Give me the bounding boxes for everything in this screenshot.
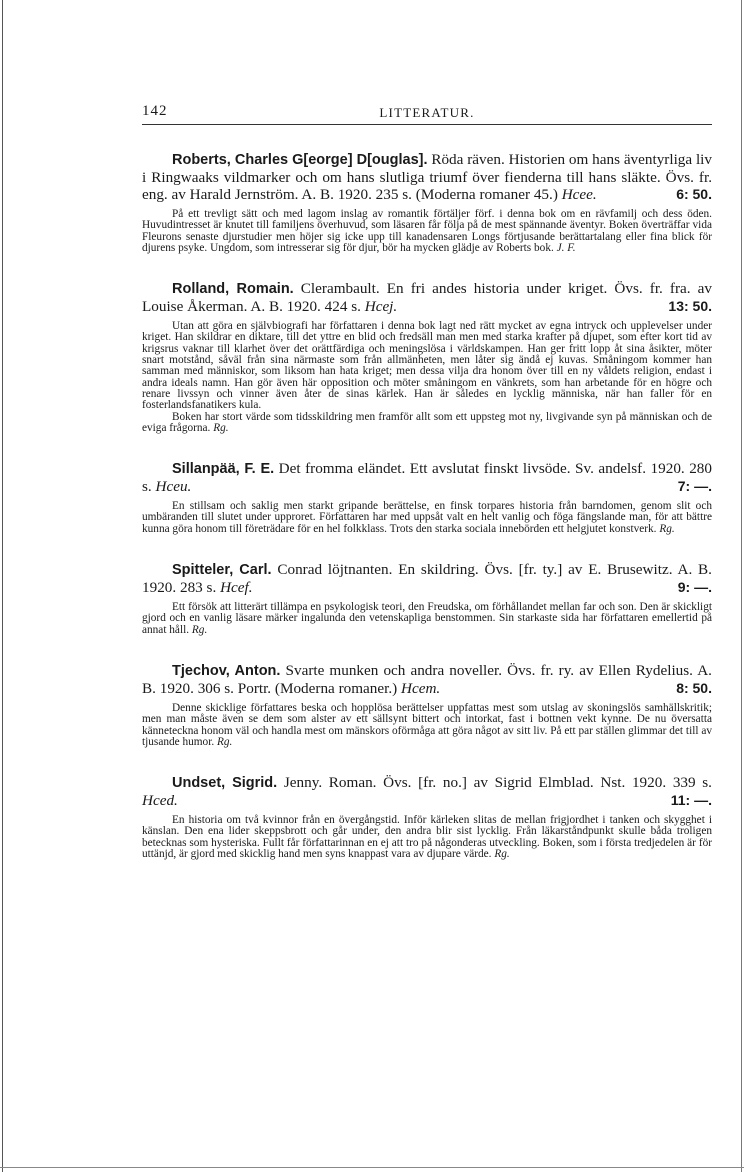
- entry-heading: [142, 561, 712, 596]
- entry-undset: [142, 774, 712, 860]
- reviewer-signature: Rg.: [217, 735, 233, 748]
- review-paragraph: [142, 602, 712, 636]
- review-paragraph: [142, 321, 712, 411]
- entry-description: Conrad löjtnanten. En skildring. Övs. [fr. ty.] av E. Brusewitz. A. B. 1920. 283 s.: [142, 561, 712, 597]
- price: 8: 50.: [676, 679, 712, 696]
- scan-border-bottom: [0, 1167, 744, 1168]
- publisher-abbr: Hcej.: [364, 298, 398, 316]
- entry-description: Det fromma eländet. Ett avslutat finskt livsöde. Sv. andelsf. 1920. 280 s.: [142, 460, 712, 496]
- author-name: Undset, Sigrid.: [172, 775, 278, 792]
- running-title: LITTERATUR.: [379, 105, 475, 120]
- entry-spitteler: [142, 561, 712, 636]
- reviewer-signature: Rg.: [494, 848, 510, 861]
- entry-description: Jenny. Roman. Övs. [fr. no.] av Sigrid Elmblad. Nst. 1920. 339 s.: [277, 774, 712, 792]
- publisher-abbr: Hcem.: [401, 679, 441, 697]
- entry-description: Röda räven. Historien om hans äventyrliga liv i Ringwaaks vildmarker och om hans slutliga triumf över fienderna till hans släkte. Övs. fr. eng. av Harald Jernström. A. B. 1920. 235 s. (Moderna romaner 45.): [142, 151, 712, 203]
- reviewer-signature: Rg.: [213, 421, 229, 434]
- review-text: På ett trevligt sätt och med lagom inslag av romantik förtäljer förf. i denna bok om en rävfamilj och dess öden. Huvudintresset är knutet till familjens överhuvud, som läsaren får följa på de mest spännande äventyr. Boken överträffar vida Fleurons senaste djurstudier men höjer sig icke upp till kanadensaren Longs förtjusande berättartalang eller fina blick för djurens psyke. Ungdom, som intresserar sig för djur, bör ha mycken glädje av Roberts bok.: [142, 208, 712, 254]
- review-paragraph: [142, 209, 712, 254]
- author-name: Sillanpää, F. E.: [172, 461, 275, 478]
- entry-description: Svarte munken och andra noveller. Övs. fr. ry. av Ellen Rydelius. A. B. 1920. 306 s. Portr. (Moderna romaner.): [142, 661, 712, 697]
- page-number: 142: [142, 103, 168, 119]
- reviewer-signature: Rg.: [659, 522, 675, 535]
- review-paragraph: [142, 501, 712, 535]
- review-text: Denne skicklige författares beska och hopplösa berättelser uppfattas mest som utslag av skoningslös samhällskritik; men man måste även se dem som alster av ett sällsynt bittert och intorkat, fast i bottnen vekt kynne. De nu översatta kännetecknа honom väl och handla mest om mänskors oförmåga att göra något av sitt liv. På ett par ställen glimmar det till av tjusande humor.: [142, 701, 712, 748]
- entry-sillanpaa: [142, 460, 712, 535]
- entry-heading: [142, 460, 712, 495]
- reviewer-signature: Rg.: [191, 623, 208, 636]
- author-name: Roberts, Charles G[eorge] D[ouglas].: [172, 152, 428, 168]
- entry-heading: [142, 280, 712, 315]
- author-name: Tjechov, Anton.: [172, 662, 281, 679]
- price: 7: —.: [677, 478, 712, 495]
- publisher-abbr: Hcef.: [220, 579, 253, 597]
- review-paragraph: [142, 815, 712, 860]
- entry-heading: [142, 774, 712, 809]
- publisher-abbr: Hcee.: [561, 186, 597, 203]
- page-header: [142, 102, 712, 125]
- review-text: En historia om två kvinnor från en övergångstid. Inför kärleken slitas de mellan frigjordhet i tanken och skygghet i känslan. Den ena lider skeppsbrott och går under, den andra blir sist lycklig. Från läkarståndpunkt skulle båda troligen betecknas som hysteriska. Fullt får författarinnan en ej att tro på någonderas utveckling. Boken, som i första tredjedelen är för uttänjd, är gjord med skicklig hand men syns knappast vara av djupare värde.: [142, 814, 712, 861]
- entry-description: Clerambault. En fri andes historia under kriget. Övs. fr. fra. av Louise Åkerman. A. B. 1920. 424 s.: [142, 280, 713, 316]
- publisher-abbr: Hceu.: [155, 478, 192, 496]
- price: 11: —.: [670, 792, 712, 809]
- review-text: Utan att göra en självbiografi har författaren i denna bok lagt ned rätt mycket av egna intryck och upplevelser under kriget. Han skildrar en diktare, till det yttre en blid och fredsäll man men med starka krafter på djupet, som efter kort tid av krigsrus vaknar till klarhet över det orättfärdiga och meningslösa i världskampen. Han ger fritt lopp åt sina åsikter, möter snart motstånd, såväl från sina närmaste som från allmänheten, men låter sig ändå ej kuvas. Småningom kommer han samman med människor, som liksom han hata kriget; men dessa vilja dra honom över till en ny våldets religion, endast i andra ideals namn. Han gör även här opposition och möter småningom en vänkrets, som han arbetande för en högre och renare livssyn och vinner även åter de sinas kärlek. Han är således en lycklig människa, när han faller för en fosterlandsfanatikers kula.: [142, 320, 712, 412]
- author-name: Rolland, Romain.: [172, 281, 294, 298]
- price: 13: 50.: [668, 298, 712, 315]
- price: 9: —.: [677, 579, 712, 596]
- review-paragraph: [142, 412, 712, 435]
- review-text: Ett försök att litterärt tillämpa en psykologisk teori, den Freudska, om förhållandet mellan far och son. Den är skickligt gjord och en vanlig läsare märker ingalunda den vetenskapliga benstommen. Sin starkaste sida har författaren emellertid på annat håll.: [142, 601, 712, 636]
- entry-heading: [142, 151, 712, 203]
- price: 6: 50.: [676, 186, 712, 202]
- publisher-abbr: Hced.: [142, 792, 178, 810]
- review-text: En stillsam och saklig men starkt gripande berättelse, en finsk torpares historia från barndomen, genom slit och umbäranden till slutet under upproret. Författaren har med uppsåt valt en helt vanlig och föga fängslande man, för att bättre kunna göra honom till företrädare för en hel folkklass. Trots den starka sociala innebörden ett helgjutet konstverk.: [142, 500, 712, 535]
- entry-tjechov: [142, 662, 712, 748]
- review-paragraph: [142, 703, 712, 748]
- entry-heading: [142, 662, 712, 697]
- reviewer-signature: J. F.: [556, 241, 576, 254]
- review-text: Boken har stort värde som tidsskildring men framför allt som ett uppsteg mot ny, livgivande syn på människan och de eviga frågorna.: [142, 410, 712, 434]
- author-name: Spitteler, Carl.: [172, 562, 272, 579]
- book-page: [142, 102, 712, 860]
- scan-border-left: [2, 0, 3, 1172]
- scan-border-right: [741, 0, 742, 1172]
- entry-rolland: [142, 280, 712, 434]
- entry-roberts: [142, 151, 712, 254]
